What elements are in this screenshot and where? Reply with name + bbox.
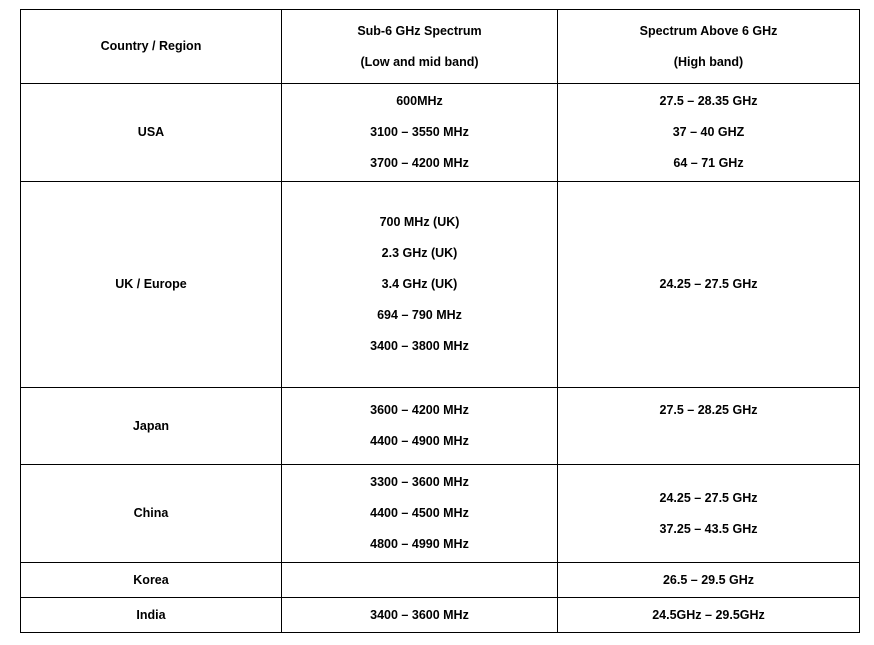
header-sub6-subtitle: (Low and mid band) xyxy=(360,54,479,69)
sub6-cell xyxy=(282,465,558,563)
sub6-cell xyxy=(282,598,558,633)
header-above6-subtitle: (High band) xyxy=(673,54,744,69)
above6-band: 24.5GHz – 29.5GHz xyxy=(652,607,765,622)
sub6-band: 3100 – 3550 MHz xyxy=(370,125,469,139)
header-sub6-title: Sub-6 GHz Spectrum xyxy=(357,23,482,38)
above6-band: 37 – 40 GHZ xyxy=(672,125,745,139)
above6-band: 37.25 – 43.5 GHz xyxy=(659,521,758,536)
table-row-uk-europe xyxy=(21,182,860,388)
above6-cell xyxy=(558,598,860,633)
country-cell xyxy=(21,465,282,563)
country-name: Korea xyxy=(133,572,169,587)
country-cell xyxy=(21,388,282,465)
sub6-band: 4400 – 4900 MHz xyxy=(370,434,469,448)
country-cell xyxy=(21,563,282,598)
table-header-row xyxy=(21,10,860,84)
sub6-band: 3.4 GHz (UK) xyxy=(381,277,458,291)
above6-cell xyxy=(558,388,860,465)
above6-band: 24.25 – 27.5 GHz xyxy=(659,277,758,291)
table-row-usa xyxy=(21,84,860,182)
above6-band: 27.5 – 28.25 GHz xyxy=(659,403,758,417)
sub6-band: 4800 – 4990 MHz xyxy=(370,537,469,551)
above6-cell xyxy=(558,563,860,598)
sub6-band: 4400 – 4500 MHz xyxy=(370,506,469,520)
above6-band: 27.5 – 28.35 GHz xyxy=(659,94,758,108)
above6-band: 24.25 – 27.5 GHz xyxy=(659,490,758,505)
table-row-korea xyxy=(21,563,860,598)
above6-band: 26.5 – 29.5 GHz xyxy=(662,572,755,587)
sub6-band: 3700 – 4200 MHz xyxy=(370,156,469,170)
sub6-band: 694 – 790 MHz xyxy=(377,308,462,322)
country-name: China xyxy=(133,506,169,520)
sub6-band: 3400 – 3600 MHz xyxy=(370,607,469,622)
table-row-japan xyxy=(21,388,860,465)
country-cell xyxy=(21,182,282,388)
sub6-band: 600MHz xyxy=(396,94,443,108)
sub6-band: 700 MHz (UK) xyxy=(379,215,460,229)
sub6-band: 3400 – 3800 MHz xyxy=(370,339,469,353)
above6-cell xyxy=(558,84,860,182)
country-cell xyxy=(21,84,282,182)
country-name: Japan xyxy=(132,418,170,433)
spectrum-table xyxy=(20,9,860,633)
sub6-band: 3300 – 3600 MHz xyxy=(370,475,469,489)
header-country-cell xyxy=(21,10,282,84)
sub6-cell xyxy=(282,182,558,388)
above6-band: 64 – 71 GHz xyxy=(673,156,744,170)
country-cell xyxy=(21,598,282,633)
sub6-cell xyxy=(282,388,558,465)
table-row-india xyxy=(21,598,860,633)
sub6-cell-empty xyxy=(282,563,558,598)
header-country-label: Country / Region xyxy=(100,39,202,53)
sub6-cell xyxy=(282,84,558,182)
header-sub6-cell xyxy=(282,10,558,84)
country-name: USA xyxy=(137,125,165,139)
table-row-china xyxy=(21,465,860,563)
country-name: India xyxy=(136,607,166,622)
sub6-band: 3600 – 4200 MHz xyxy=(370,403,469,417)
above6-cell xyxy=(558,182,860,388)
above6-cell xyxy=(558,465,860,563)
country-name: UK / Europe xyxy=(115,277,187,291)
header-above6-title: Spectrum Above 6 GHz xyxy=(639,23,778,38)
sub6-band: 2.3 GHz (UK) xyxy=(381,246,458,260)
header-above6-cell xyxy=(558,10,860,84)
